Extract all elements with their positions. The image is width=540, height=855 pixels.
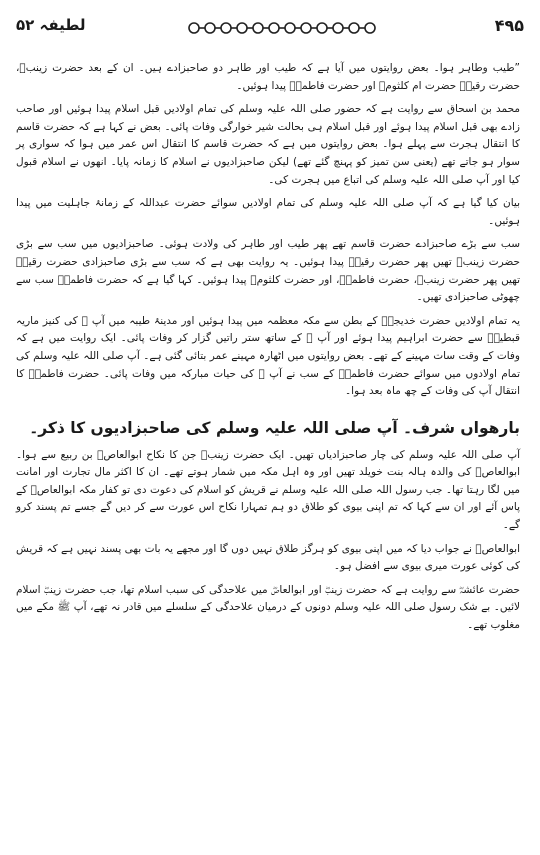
page-header <box>16 14 524 42</box>
page-body <box>16 60 520 641</box>
paragraph: بیان کیا گیا ہے کہ آپ صلی اللہ علیہ وسلم کی تمام اولادیں سوائے حضرت عبداللہ کے زمانۂ جاہلیت میں پیدا ہوئیں۔ <box>16 197 520 227</box>
paragraph: آپ صلی اللہ علیہ وسلم کی چار صاحبزادیاں تھیں۔ ایک حضرت زینبؓ جن کا نکاح ابوالعاصؓ بن ربیع سے ہوا۔ ابوالعاصؓ کی والدہ ہالہ بنت خویلد تھیں اور وہ اہل مکہ میں شمار ہوتے تھے۔ ان کا اکثر مال تجارت اور امانت میں لگا رہتا تھا۔ جب رسول اللہ صلی اللہ علیہ وسلم نے قریش کو اسلام کی دعوت دی تو کفار مکہ ابوالعاصؓ کے پاس آئے اور ان سے کہا کہ تم اپنی بیوی کو طلاق دو ہم تمہارا نکاح اس عورت سے کر دیں گے جسے تم پسند کرو گے۔ <box>16 448 520 532</box>
paragraph: یہ تمام اولادیں حضرت خدیجہؓ کے بطن سے مکہ معظمہ میں پیدا ہوئیں اور مدینۂ طیبہ میں آپ ﷺ کی کنیز ماریہ قبطیہؓ سے حضرت ابراہیم پیدا ہوئے اور آپ ﷺ کے ساتھ ستر راتیں گزار کر وفات پائی۔ ایک روایت میں ہے کہ وفات کے وقت سات مہینے کے تھے۔ بعض روایتوں میں اٹھارہ مہینے عمر بتائی گئی ہے۔ آپ صلی اللہ علیہ وسلم کی تمام اولادوں میں سوائے حضرت فاطمہؓ کے سب نے آپ ﷺ کی حیات مبارکہ میں وفات پائی۔ حضرت فاطمہؓ کا انتقال آپ کی وفات کے چھ ماہ بعد ہوا۔ <box>16 314 520 398</box>
paragraph: حضرت عائشہؓ سے روایت ہے کہ حضرت زینبؓ اور ابوالعاصؓ میں علاحدگی کی سبب اسلام تھا، جب حضرت زینبؓ اسلام لائیں۔ بے شک رسول صلی اللہ علیہ وسلم دونوں کے درمیان علاحدگی کے سلسلے میں قادر نہ تھے، آپ ﷺ مکے میں مغلوب تھے۔ <box>16 583 520 632</box>
paragraph: سب سے بڑے صاحبزادے حضرت قاسم تھے پھر طیب اور طاہر کی ولادت ہوئی۔ صاحبزادیوں میں سب سے بڑی حضرت زینبؓ تھیں پھر حضرت رقیہؓ پیدا ہوئیں۔ یہ روایت بھی ہے کہ سب سے بڑی صاحبزادی حضرت رقیہؓ تھیں پھر حضرت زینبؓ، حضرت فاطمہؓ، اور حضرت کلثومؓ پیدا ہوئیں۔ کہا گیا ہے کہ حضرت فاطمہؓ سب سے چھوٹی صاحبزادی تھیں۔ <box>16 238 520 304</box>
section-heading: بارھواں شرف۔ آپ صلی اللہ علیہ وسلم کی صاحبزادیوں کا ذکر۔ <box>29 418 520 437</box>
running-title: لطیفہ ۵۲ <box>16 16 86 34</box>
ornament-chain-icon <box>186 20 386 36</box>
page-number: ۴۹۵ <box>494 16 524 35</box>
paragraph: ”طیب وطاہر ہوا۔ بعض روایتوں میں آیا ہے کہ طیب اور طاہر دو صاحبزادے ہیں۔ ان کے بعد حضرت زینبؓ، حضرت رقیہؓ حضرت ام کلثومؓ اور حضرت فاطمہؓ پیدا ہوئیں۔ <box>16 62 520 92</box>
paragraph: محمد بن اسحاق سے روایت ہے کہ حضور صلی اللہ علیہ وسلم کی تمام اولادیں قبل اسلام پیدا ہوئیں اور صاحب زادے بھی قبل اسلام پیدا ہوئے اور قبل اسلام ہی بحالت شیر خوارگی وفات پائی۔ بعض نے کہا ہے کہ حضرت قاسم کا انتقال ہجرت سے پہلے ہوا۔ بعض روایتوں میں ہے کہ حضرت قاسم کا انتقال اس عمر میں ہوا کہ سواری پر سوار ہو جاتے تھے (یعنی سن تمیز کو پہنچ گئے تھے) لیکن صاحبزادیوں نے اسلام کا زمانہ پایا۔ انھوں نے اسلام قبول کیا اور آپ صلی اللہ علیہ وسلم کی اتباع میں ہجرت کی۔ <box>16 103 520 186</box>
paragraph: ابوالعاصؓ نے جواب دیا کہ میں اپنی بیوی کو ہرگز طلاق نہیں دوں گا اور مجھے یہ بات بھی پسند نہیں ہے کہ قریش کی کوئی عورت میری بیوی سے افضل ہو۔ <box>16 542 520 573</box>
